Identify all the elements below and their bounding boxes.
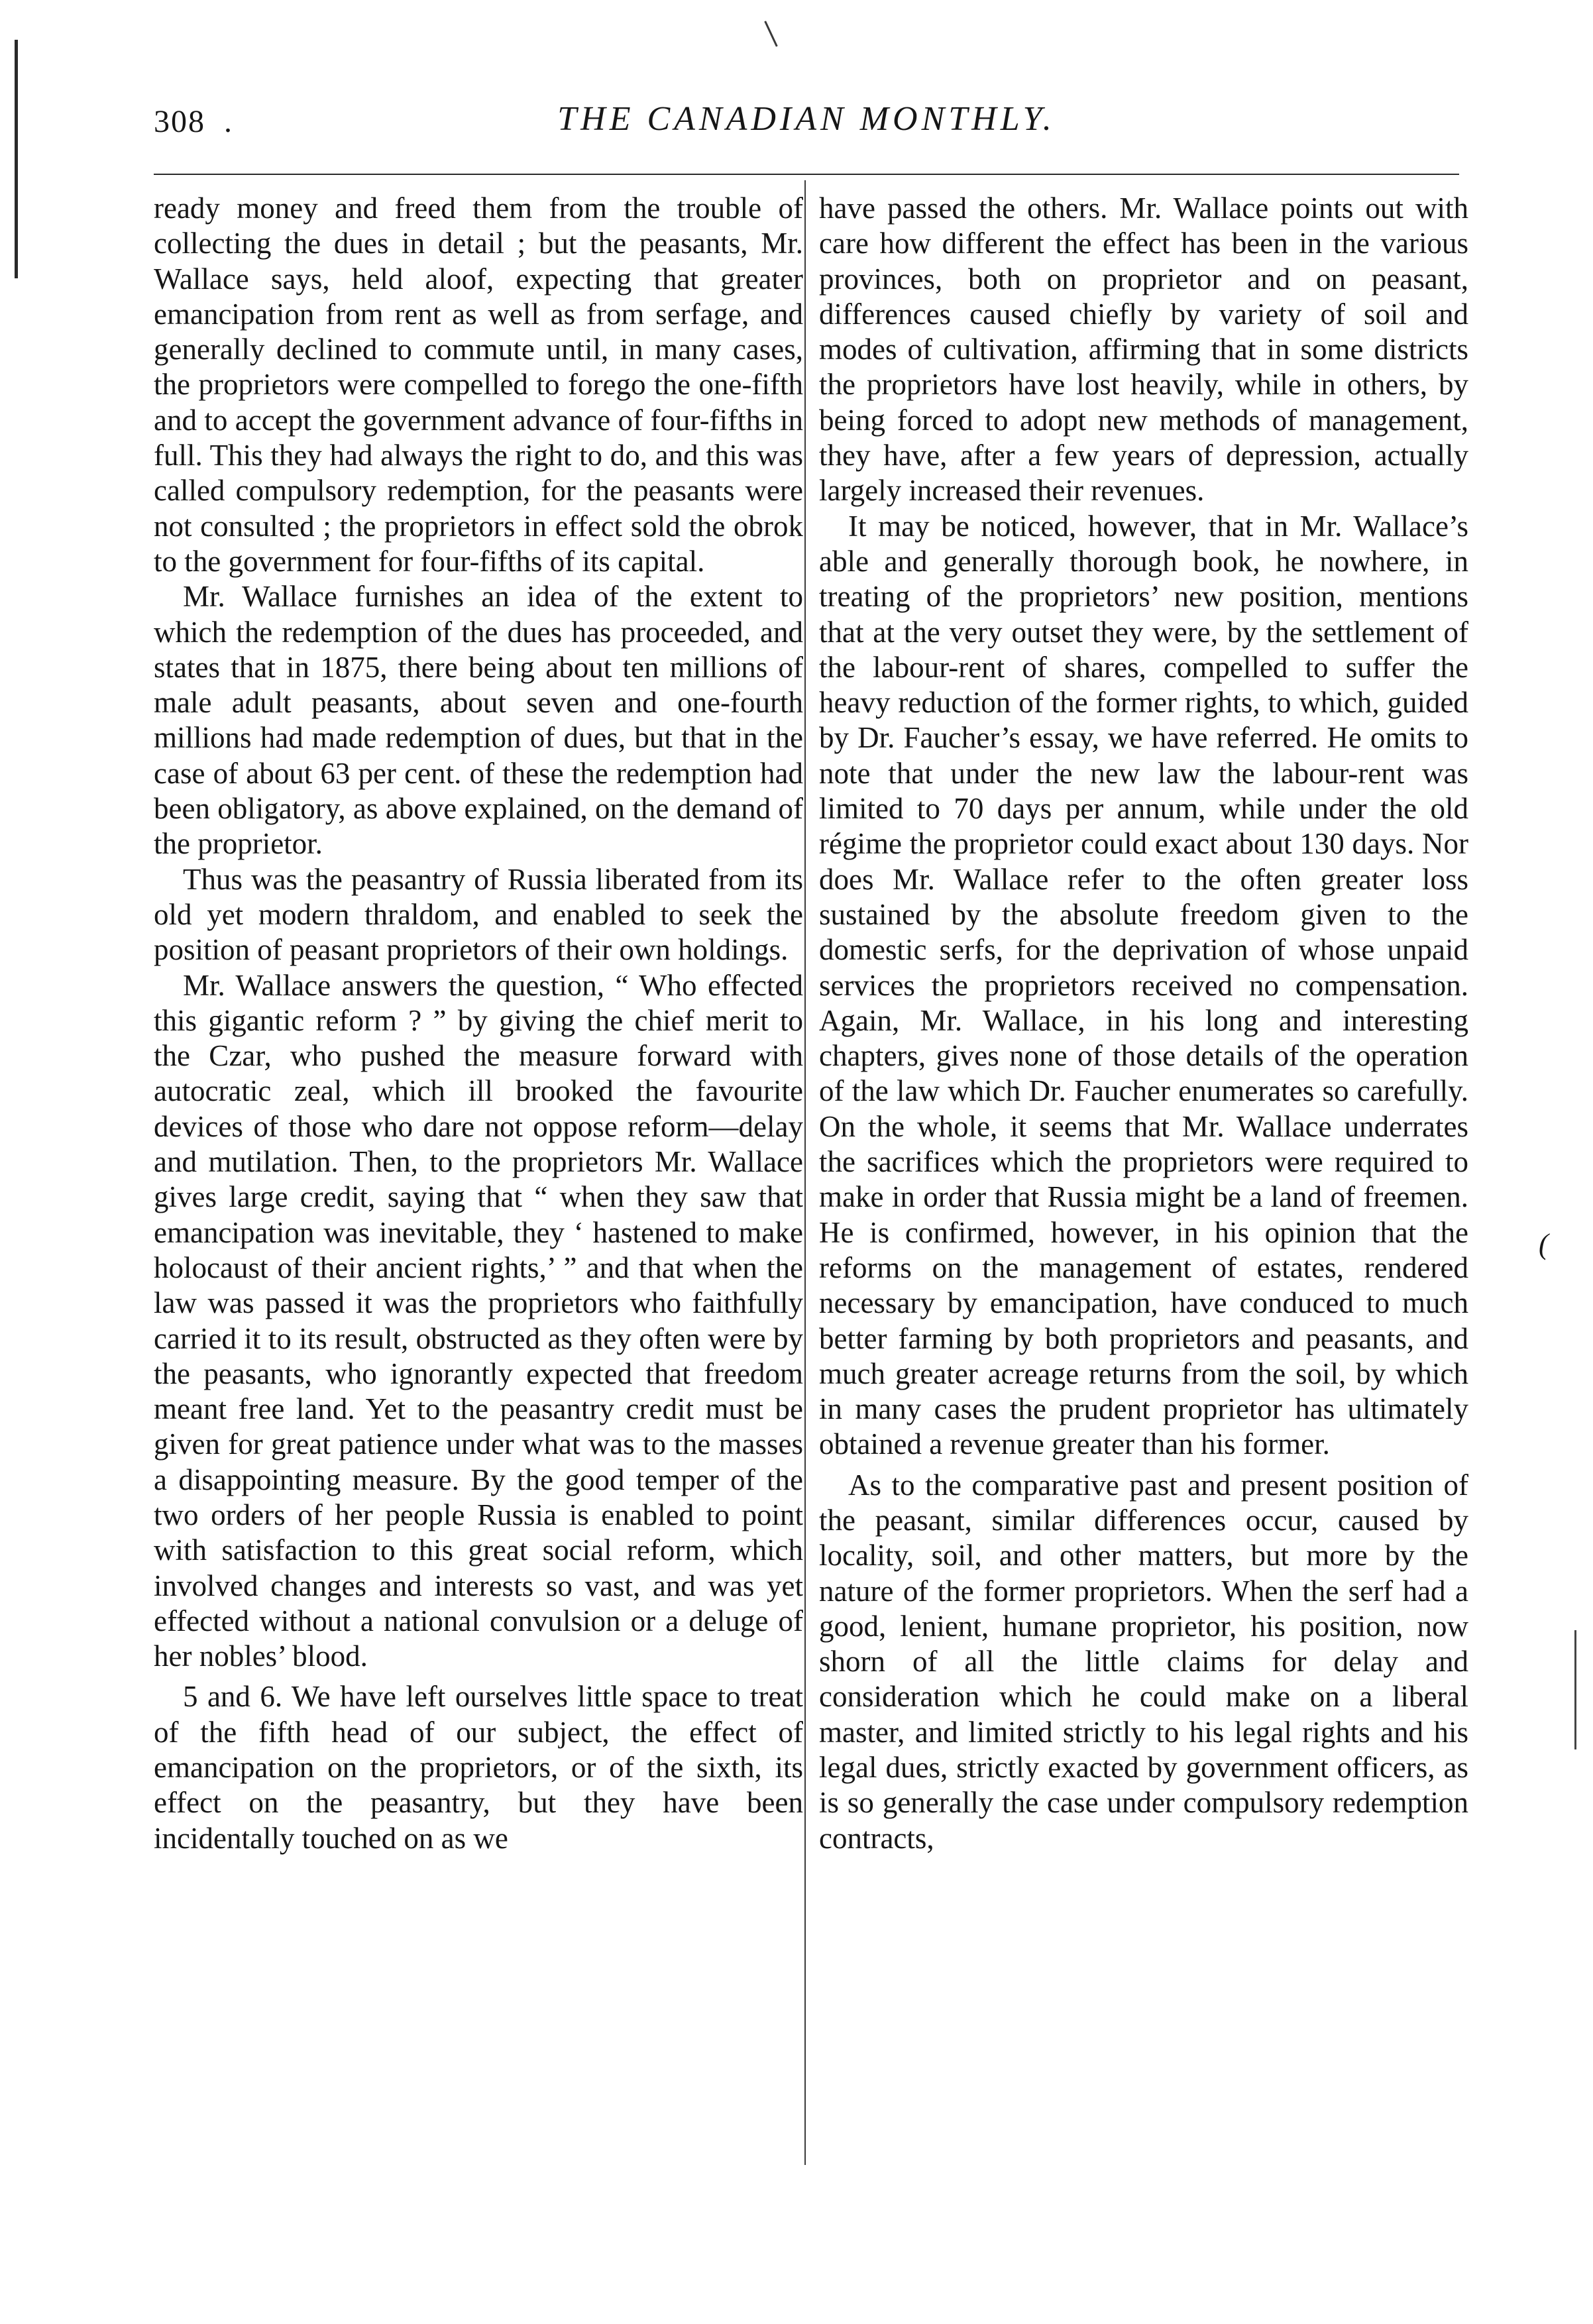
- page-number-separator: .: [224, 104, 233, 139]
- page-number-value: 308: [154, 104, 205, 139]
- paragraph: have passed the others. Mr. Wallace points out with care how different the effect has been in the various provinces, both on proprietor and on peasant, differences caused chiefly by variety of soil and modes of cultivation, affirming that in some districts the proprietors have lost heavily, while in others, by being forced to adopt new methods of management, they have, after a few years of depression, actually largely increased their revenues.: [819, 192, 1468, 508]
- running-title: THE CANADIAN MONTHLY.: [557, 100, 1056, 138]
- paragraph: As to the comparative past and present position of the peasant, similar differences occur, caused by locality, soil, and other matters, but more by the nature of the former proprietors. When the serf had a good, lenient, humane proprietor, his position, now shorn of all the little claims for delay and consideration which he could make on a liberal master, and limited strictly to his legal rights and his legal dues, strictly exacted by government officers, as is so generally the case under compulsory redemption contracts,: [819, 1468, 1468, 1855]
- paragraph: Mr. Wallace furnishes an idea of the extent to which the redemption of the dues has proceeded, and states that in 1875, there being about ten millions of male adult peasants, about seven and one-fourth millions had made redemption of dues, but that in the case of about 63 per cent. of these the redemption had been obligatory, as above explained, on the demand of the proprietor.: [154, 580, 803, 861]
- paragraph: It may be noticed, however, that in Mr. Wallace’s able and generally thorough book, he nowhere, in treating of the proprietors’ new position, mentions that at the very outset they were, by the settlement of the labour-rent of shares, compelled to suffer the heavy reduction of the former rights, to which, guided by Dr. Faucher’s essay, we have referred. He omits to note that under the new law the labour-rent was limited to 70 days per annum, while under the old régime the proprietor could exact about 130 days. Nor does Mr. Wallace refer to the often greater loss sustained by the absolute freedom given to the domestic serfs, for the deprivation of whose unpaid services the proprietors received no compensation. Again, Mr. Wallace, in his long and interesting chapters, gives none of those details of the operation of the law which Dr. Faucher enumerates so carefully. On the whole, it seems that Mr. Wallace underrates the sacrifices which the proprietors were required to make in order that Russia might be a land of freemen. He is confirmed, however, in his opinion that the reforms on the management of estates, rendered necessary by emancipation, have conduced to much better farming by both proprietors and peasants, and much greater acreage returns from the soil, by which in many cases the prudent proprietor has ultimately obtained a revenue greater than his former.: [819, 509, 1468, 1461]
- paragraph: ready money and freed them from the trouble of collecting the dues in detail ; but the peasants, Mr. Wallace says, held aloof, expecting that greater emancipation from rent as well as from serfage, and generally declined to commute until, in many cases, the proprietors were compelled to forego the one-fifth and to accept the government advance of four-fifths in full. This they had always the right to do, and this was called compulsory redemption, for the peasants were not consulted ; the proprietors in effect sold the obrok to the government for four-fifths of its capital.: [154, 192, 803, 578]
- running-header: [154, 99, 1459, 152]
- header-rule: [154, 174, 1459, 175]
- left-margin-mark: [15, 40, 18, 278]
- column-divider: [804, 180, 806, 2165]
- paragraph: 5 and 6. We have left ourselves little space to treat of the fifth head of our subject, the effect of emancipation on the proprietors, or of the sixth, its effect on the peasantry, but they have been incidentally touched on as we: [154, 1680, 803, 1855]
- margin-annotation: (: [1539, 1228, 1549, 1260]
- left-column: [154, 191, 803, 1856]
- top-ink-tick: [764, 21, 777, 46]
- paragraph: Mr. Wallace answers the question, “ Who effected this gigantic reform ? ” by giving the chief merit to the Czar, who pushed the measure forward with autocratic zeal, which ill brooked the favourite devices of those who dare not oppose reform—delay and mutilation. Then, to the proprietors Mr. Wallace gives large credit, saying that “ when they saw that emancipation was inevitable, they ‘ hastened to make holocaust of their ancient rights,’ ” and that when the law was passed it was the proprietors who faithfully carried it to its result, obstructed as they often were by the peasants, who ignorantly expected that freedom meant free land. Yet to the peasantry credit must be given for great patience under what was to the masses a disappointing measure. By the good temper of the two orders of her people Russia is enabled to point with satisfaction to this great social reform, which involved changes and interests so vast, and was yet effected without a national convulsion or a deluge of her nobles’ blood.: [154, 968, 803, 1673]
- right-margin-rule: [1574, 1630, 1576, 1749]
- paragraph: Thus was the peasantry of Russia liberated from its old yet modern thraldom, and enabled to seek the position of peasant proprietors of their own holdings.: [154, 862, 803, 967]
- right-column: [819, 191, 1468, 1856]
